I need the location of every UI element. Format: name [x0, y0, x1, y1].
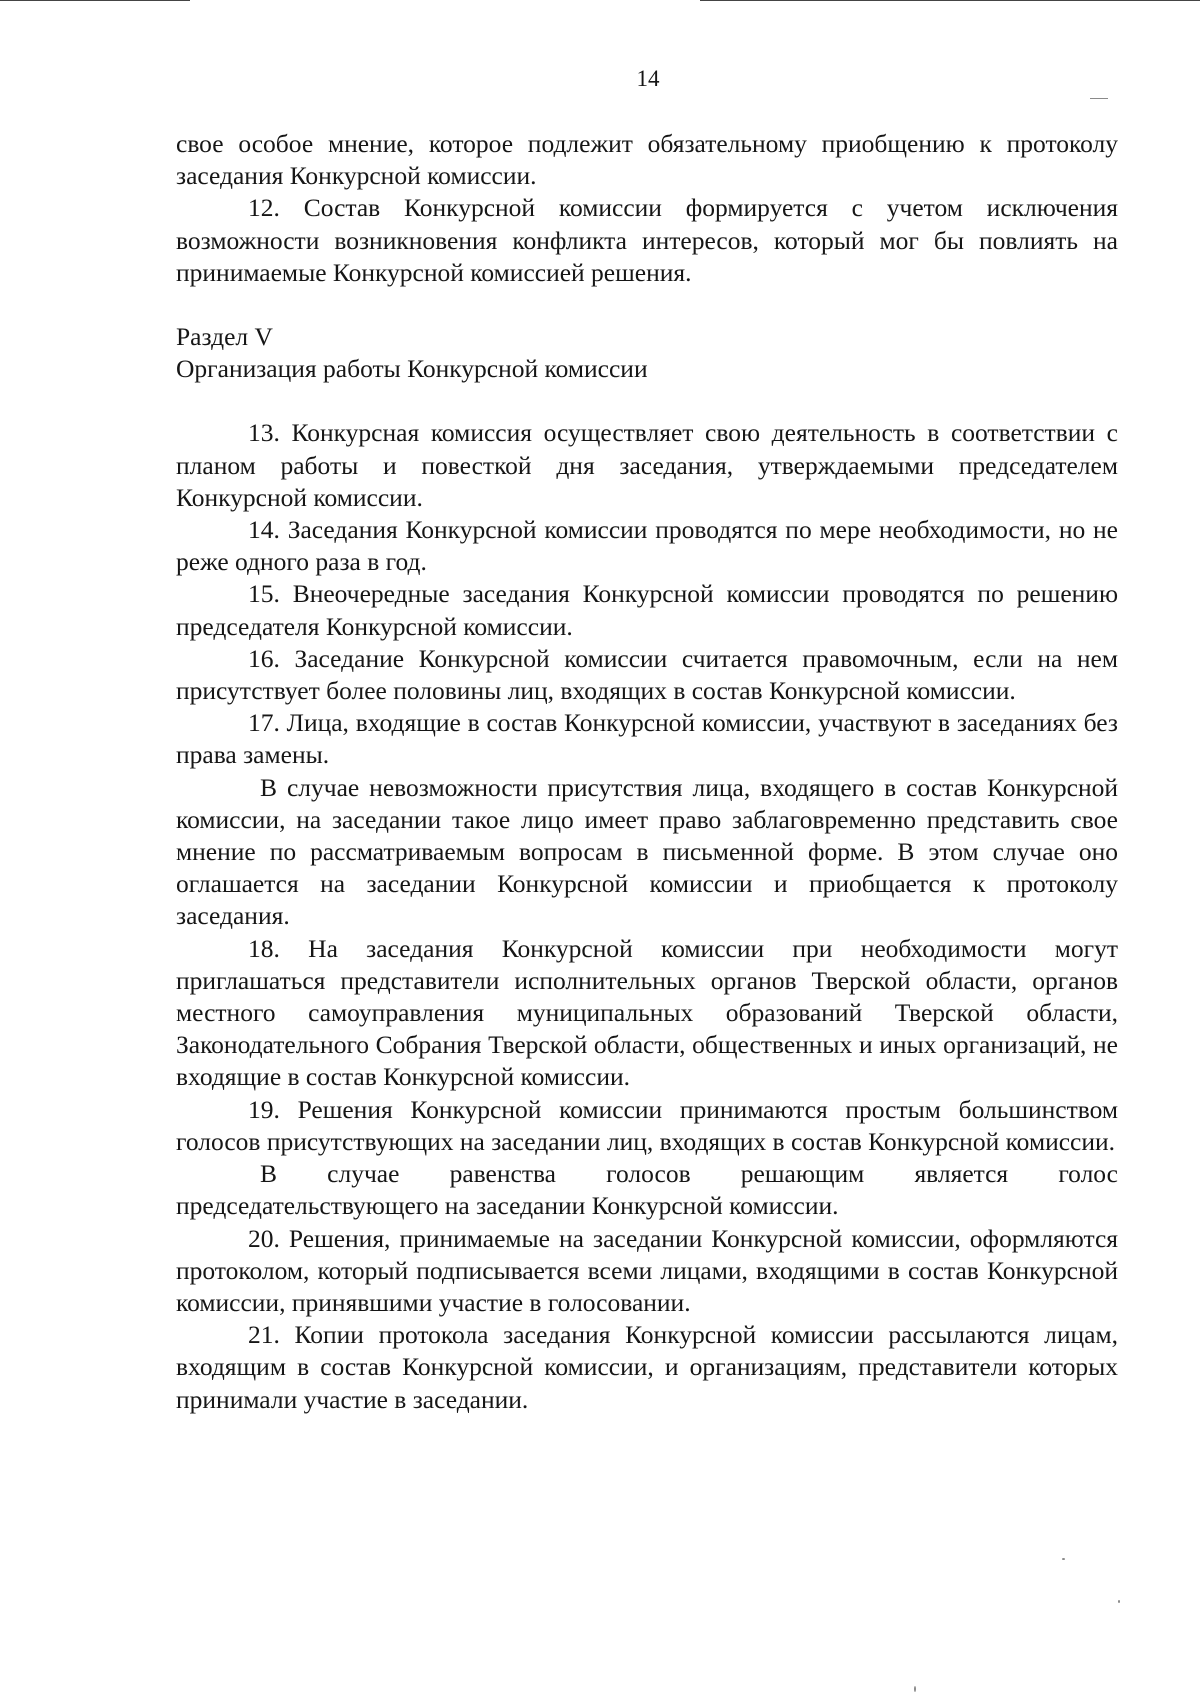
paragraph-15: 15. Внеочередные заседания Конкурсной комиссии проводятся по решению председателя Конкурсной комиссии.	[176, 579, 1118, 641]
paragraph-19-note: В случае равенства голосов решающим является голос председательствующего на заседании Конкурсной комиссии.	[176, 1159, 1118, 1221]
page-number: 14	[636, 66, 660, 91]
paragraph-19: 19. Решения Конкурсной комиссии принимаются простым большинством голосов присутствующих на заседании лиц, входящих в состав Конкурсной комиссии.	[176, 1094, 1118, 1156]
scan-speck	[1118, 1600, 1120, 1603]
paragraph-18: 18. На заседания Конкурсной комиссии при необходимости могут приглашаться представители исполнительных органов Тверской области, органов местного самоуправления муниципальных образований Тверской области, Законодательного Собрания Тверской области, общественных и иных организаций, не входящие в состав Конкурсной комиссии.	[176, 933, 1118, 1092]
paragraph-17: 17. Лица, входящие в состав Конкурсной комиссии, участвуют в заседаниях без права замены.	[176, 708, 1118, 770]
scan-edge-line	[700, 0, 1200, 1]
paragraph-continuation: свое особое мнение, которое подлежит обязательному приобщению к протоколу заседания Конкурсной комиссии.	[176, 129, 1118, 191]
paragraph-16: 16. Заседание Конкурсной комиссии считается правомочным, если на нем присутствует более половины лиц, входящих в состав Конкурсной комиссии.	[176, 643, 1118, 706]
paragraph-12: 12. Состав Конкурсной комиссии формируется с учетом исключения возможности возникновения конфликта интересов, который мог бы повлиять на принимаемые Конкурсной комиссией решения.	[176, 193, 1118, 287]
document-body	[176, 128, 1118, 1416]
section-number: Раздел V	[176, 322, 273, 352]
scan-speck	[1090, 98, 1108, 99]
paragraph-20: 20. Решения, принимаемые на заседании Конкурсной комиссии, оформляются протоколом, который подписывается всеми лицами, входящими в состав Конкурсной комиссии, принявшими участие в голосовании.	[176, 1223, 1118, 1317]
scan-speck	[1062, 1558, 1065, 1560]
paragraph-14: 14. Заседания Конкурсной комиссии проводятся по мере необходимости, но не реже одного раза в год.	[176, 515, 1118, 577]
section-header	[176, 321, 1118, 385]
paragraph-13: 13. Конкурсная комиссия осуществляет свою деятельность в соответствии с планом работы и повесткой дня заседания, утверждаемыми председателем Конкурсной комиссии.	[176, 418, 1118, 512]
section-title: Организация работы Конкурсной комиссии	[176, 354, 648, 384]
paragraph-21: 21. Копии протокола заседания Конкурсной комиссии рассылаются лицам, входящим в состав Конкурсной комиссии, и организациям, представители которых принимали участие в заседании.	[176, 1320, 1118, 1414]
scan-edge-line	[0, 0, 190, 1]
paragraph-17-note: В случае невозможности присутствия лица, входящего в состав Конкурсной комиссии, на заседании такое лицо имеет право заблаговременно представить свое мнение по рассматриваемым вопросам в письменной форме. В этом случае оно оглашается на заседании Конкурсной комиссии и приобщается к протоколу заседания.	[176, 772, 1118, 931]
scan-speck	[914, 1686, 916, 1692]
